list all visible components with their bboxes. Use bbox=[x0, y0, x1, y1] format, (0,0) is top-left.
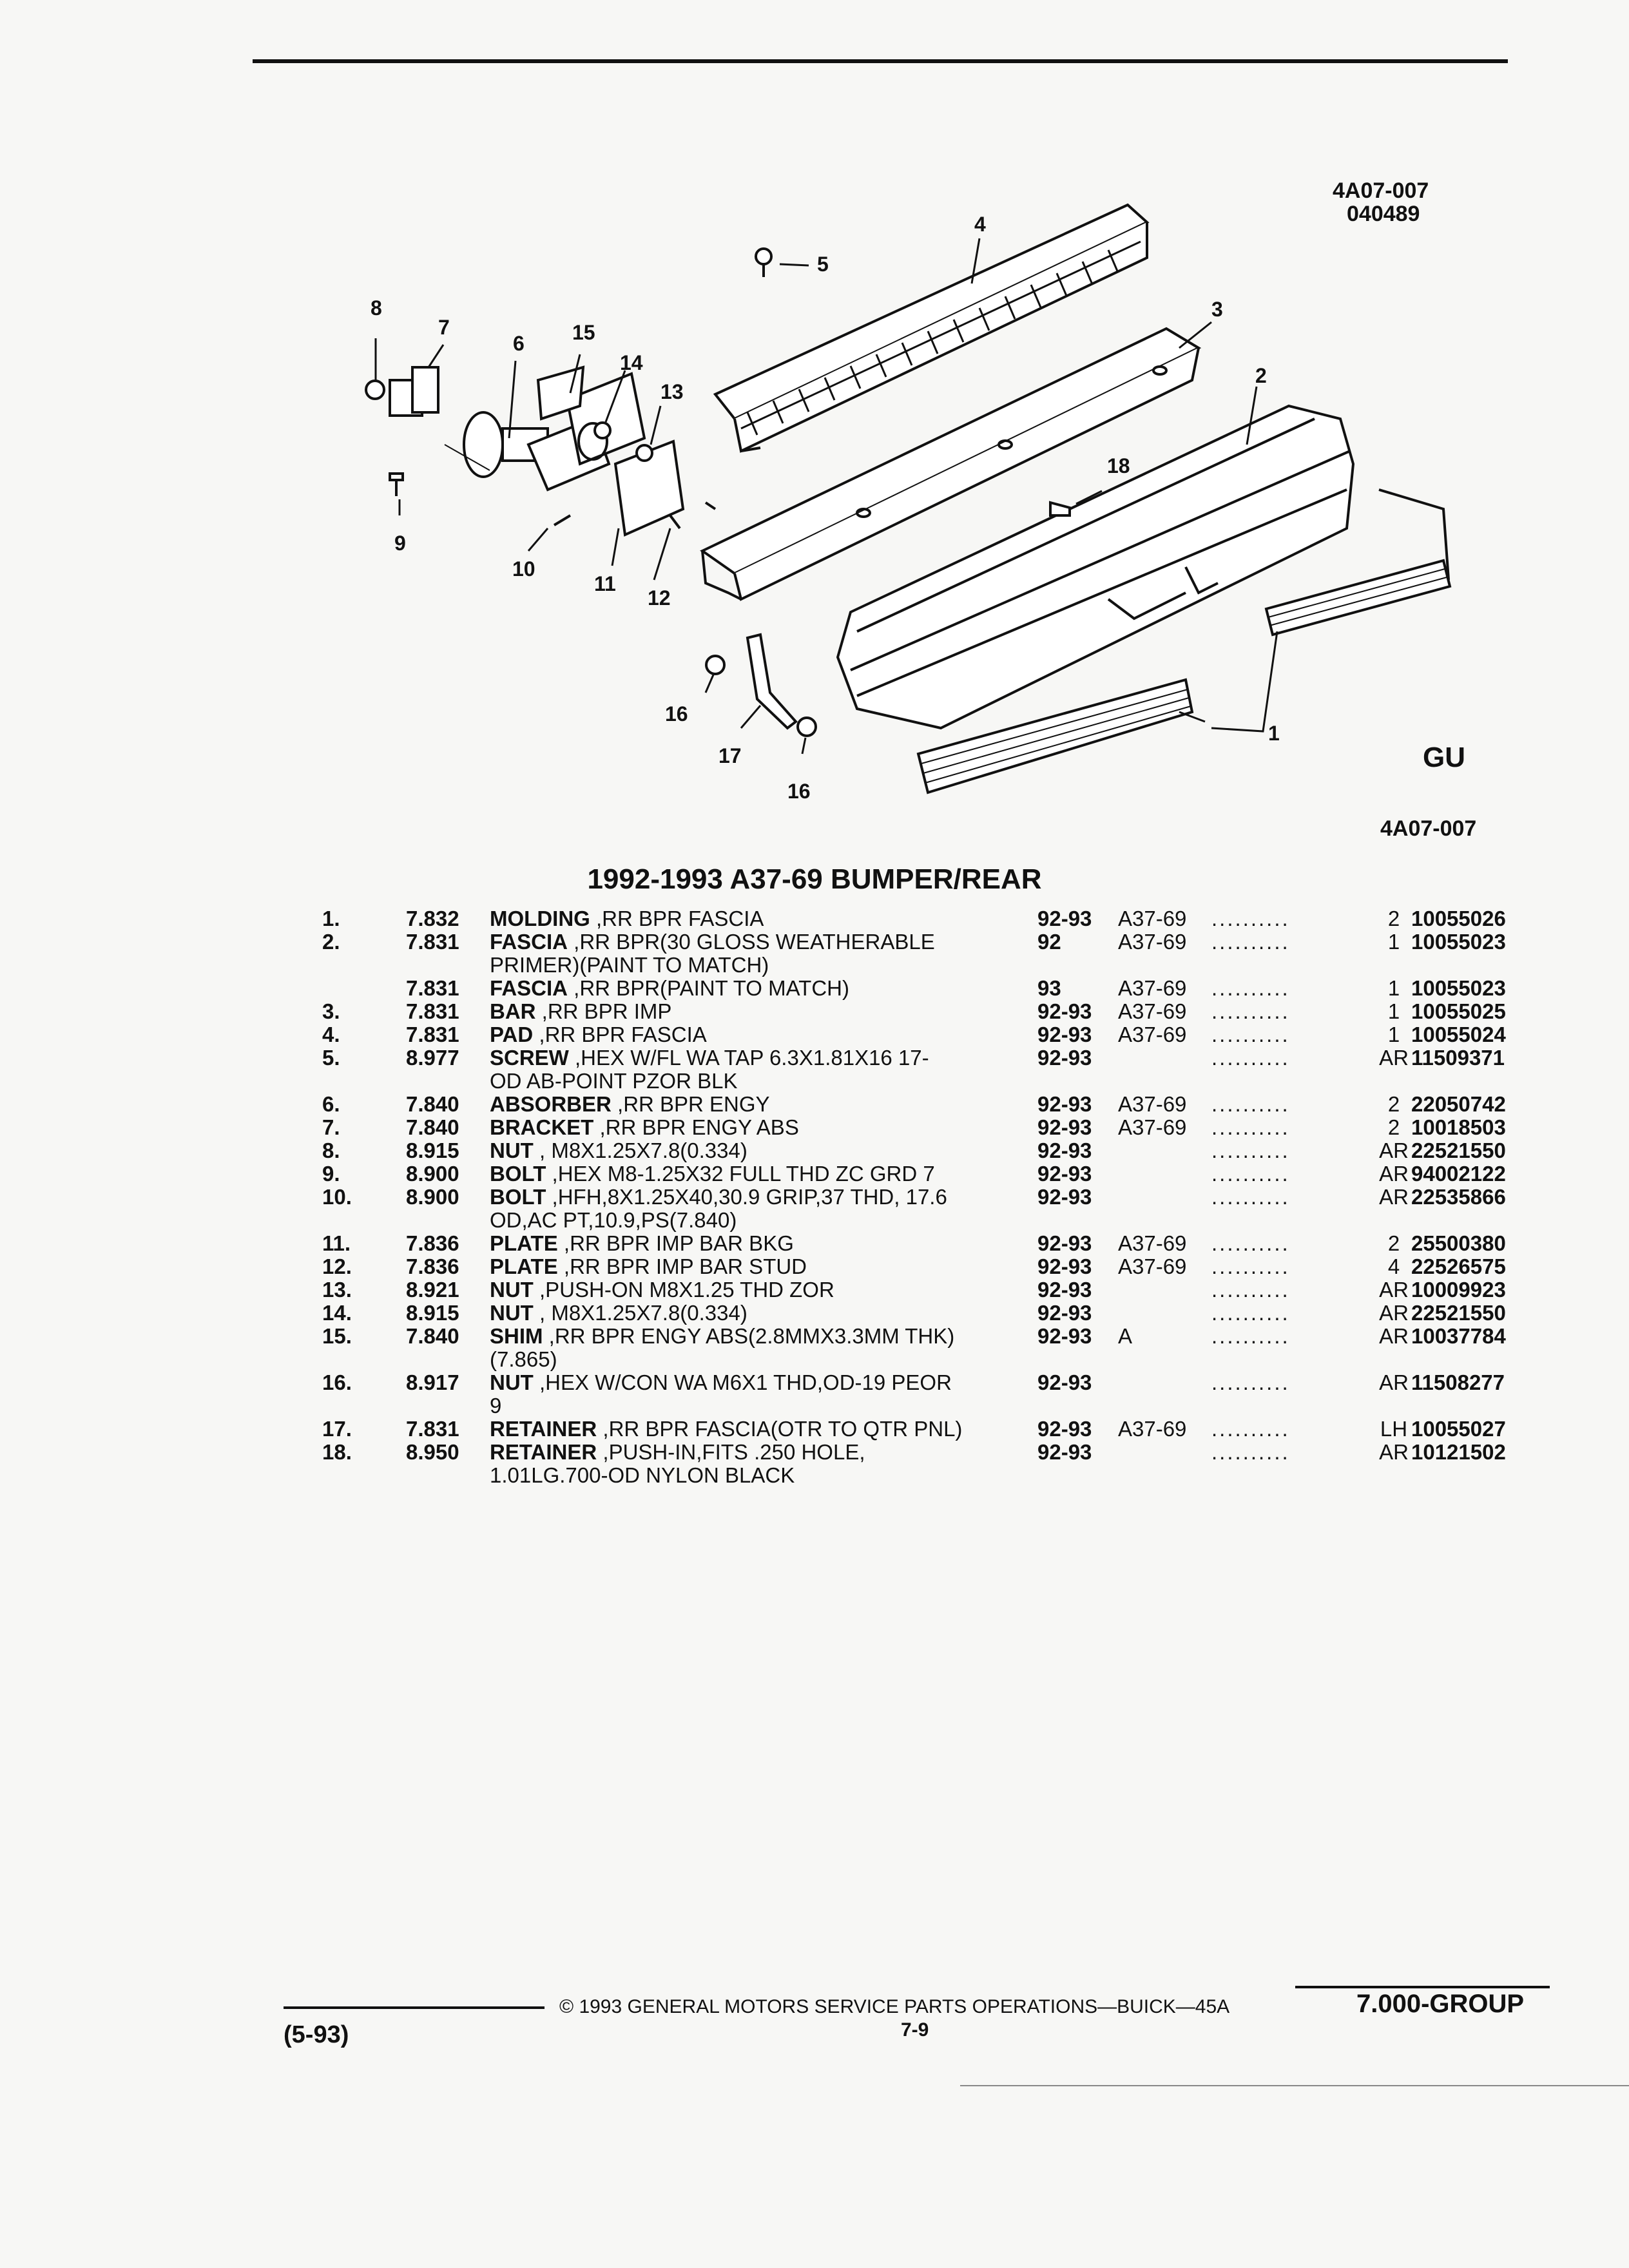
footer-rule-left bbox=[284, 2006, 545, 2009]
part-detail: ,RR BPR IMP BAR STUD bbox=[557, 1254, 807, 1278]
callout-4: 4 bbox=[974, 213, 986, 236]
group-number: 8.915 bbox=[406, 1139, 459, 1162]
part-name: BOLT bbox=[490, 1185, 546, 1209]
item-number: 7. bbox=[322, 1115, 340, 1139]
group-number: 8.950 bbox=[406, 1440, 459, 1464]
part-number: 10009923 bbox=[1411, 1278, 1506, 1302]
part-description bbox=[490, 1441, 865, 1464]
group-number: 7.832 bbox=[406, 907, 459, 930]
part-name: NUT bbox=[490, 1301, 534, 1325]
part-number: 11508277 bbox=[1411, 1370, 1505, 1394]
part-detail: (7.865) bbox=[490, 1347, 557, 1371]
parts-row bbox=[322, 1232, 1547, 1255]
part-name: BOLT bbox=[490, 1162, 546, 1186]
parts-row bbox=[322, 1325, 1547, 1348]
part-detail: 1.01LG.700-OD NYLON BLACK bbox=[490, 1463, 795, 1487]
parts-row bbox=[322, 1023, 1547, 1046]
gm-logo: GU bbox=[1423, 742, 1465, 773]
group-number: 7.840 bbox=[406, 1092, 459, 1116]
quantity: AR bbox=[1379, 1324, 1409, 1348]
leader-dots: .......... bbox=[1211, 1023, 1290, 1046]
part-detail: ,HEX W/CON WA M6X1 THD,OD-19 PEOR bbox=[533, 1370, 952, 1394]
quantity: AR bbox=[1379, 1370, 1409, 1394]
parts-row bbox=[322, 1070, 1547, 1093]
leader-dots: .......... bbox=[1211, 1139, 1290, 1162]
part-name: NUT bbox=[490, 1139, 534, 1162]
item-number: 13. bbox=[322, 1278, 352, 1302]
model-years: 92 bbox=[1037, 930, 1061, 954]
part-number: 22535866 bbox=[1411, 1185, 1506, 1209]
leader-dots: .......... bbox=[1211, 976, 1290, 1000]
callout-12: 12 bbox=[648, 586, 671, 610]
group-number: 8.921 bbox=[406, 1278, 459, 1302]
callout-10: 10 bbox=[512, 557, 535, 581]
item-number: 11. bbox=[322, 1231, 351, 1255]
parts-row bbox=[322, 930, 1547, 954]
part-detail: ,RR BPR IMP BAR BKG bbox=[557, 1231, 794, 1255]
part-description bbox=[490, 954, 769, 977]
callout-16b: 16 bbox=[787, 780, 811, 803]
body-model: A37-69 bbox=[1118, 930, 1187, 954]
part-description bbox=[490, 1116, 799, 1139]
part-detail: ,RR BPR FASCIA bbox=[533, 1023, 707, 1046]
group-number: 8.915 bbox=[406, 1301, 459, 1325]
parts-row bbox=[322, 1394, 1547, 1418]
body-model: A37-69 bbox=[1118, 1254, 1187, 1278]
callout-1: 1 bbox=[1268, 722, 1280, 745]
model-years: 92-93 bbox=[1037, 1417, 1092, 1441]
callout-7: 7 bbox=[438, 316, 450, 339]
part-detail: ,RR BPR FASCIA bbox=[590, 907, 764, 930]
group-number: 8.977 bbox=[406, 1046, 459, 1070]
group-number: 7.831 bbox=[406, 999, 459, 1023]
model-years: 92-93 bbox=[1037, 1162, 1092, 1186]
leader-dots: .......... bbox=[1211, 1231, 1290, 1255]
callout-14: 14 bbox=[620, 351, 643, 374]
part-name: FASCIA bbox=[490, 976, 568, 1000]
quantity: AR bbox=[1379, 1185, 1409, 1209]
quantity: AR bbox=[1379, 1046, 1409, 1070]
leader-dots: .......... bbox=[1211, 1417, 1290, 1441]
callout-11: 11 bbox=[594, 572, 616, 595]
model-years: 92-93 bbox=[1037, 1046, 1092, 1070]
callout-8: 8 bbox=[371, 296, 382, 320]
bumper-exploded-diagram bbox=[0, 0, 1629, 857]
illustration-date: 040489 bbox=[1347, 202, 1420, 226]
leader-dots: .......... bbox=[1211, 907, 1290, 930]
model-years: 92-93 bbox=[1037, 1231, 1092, 1255]
parts-row bbox=[322, 1093, 1547, 1116]
parts-row bbox=[322, 1348, 1547, 1371]
part-description bbox=[490, 1232, 794, 1255]
parts-row bbox=[322, 1162, 1547, 1186]
callout-16a: 16 bbox=[665, 702, 688, 726]
parts-row bbox=[322, 907, 1547, 930]
quantity: 2 bbox=[1387, 907, 1400, 930]
parts-row bbox=[322, 1464, 1547, 1487]
leader-dots: .......... bbox=[1211, 1440, 1290, 1464]
parts-row bbox=[322, 977, 1547, 1000]
item-number: 4. bbox=[322, 1023, 340, 1046]
parts-row bbox=[322, 1000, 1547, 1023]
date-code: (5-93) bbox=[284, 2021, 349, 2048]
quantity: 4 bbox=[1387, 1254, 1400, 1278]
model-years: 92-93 bbox=[1037, 1440, 1092, 1464]
model-years: 92-93 bbox=[1037, 1139, 1092, 1162]
parts-list bbox=[322, 907, 1547, 1487]
part-description bbox=[490, 1278, 834, 1302]
item-number: 9. bbox=[322, 1162, 340, 1186]
part-number: 94002122 bbox=[1411, 1162, 1506, 1186]
part-name: RETAINER bbox=[490, 1440, 597, 1464]
parts-row bbox=[322, 1418, 1547, 1441]
model-years: 92-93 bbox=[1037, 1115, 1092, 1139]
body-model: A37-69 bbox=[1118, 1115, 1187, 1139]
parts-row bbox=[322, 1116, 1547, 1139]
model-years: 92-93 bbox=[1037, 907, 1092, 930]
part-detail: OD AB-POINT PZOR BLK bbox=[490, 1069, 738, 1093]
section-title: 1992-1993 A37-69 BUMPER/REAR bbox=[587, 863, 1042, 895]
item-number: 3. bbox=[322, 999, 340, 1023]
part-description bbox=[490, 1186, 947, 1209]
group-number: 7.831 bbox=[406, 1417, 459, 1441]
item-number: 12. bbox=[322, 1254, 352, 1278]
model-years: 92-93 bbox=[1037, 1370, 1092, 1394]
part-description bbox=[490, 1162, 935, 1186]
part-number: 10037784 bbox=[1411, 1324, 1506, 1348]
part-detail: ,RR BPR FASCIA(OTR TO QTR PNL) bbox=[597, 1417, 963, 1441]
part-detail: ,RR BPR(PAINT TO MATCH) bbox=[568, 976, 849, 1000]
part-detail: , M8X1.25X7.8(0.334) bbox=[533, 1301, 747, 1325]
item-number: 5. bbox=[322, 1046, 340, 1070]
quantity: 2 bbox=[1387, 1115, 1400, 1139]
part-number: 22526575 bbox=[1411, 1254, 1506, 1278]
quantity: 2 bbox=[1387, 1231, 1400, 1255]
part-description bbox=[490, 930, 935, 954]
parts-row bbox=[322, 1255, 1547, 1278]
part-description bbox=[490, 977, 849, 1000]
leader-dots: .......... bbox=[1211, 1162, 1290, 1186]
quantity: LH bbox=[1380, 1417, 1408, 1441]
group-number: 7.831 bbox=[406, 1023, 459, 1046]
part-name: NUT bbox=[490, 1370, 534, 1394]
part-number: 25500380 bbox=[1411, 1231, 1506, 1255]
leader-dots: .......... bbox=[1211, 1046, 1290, 1070]
illustration-code-bottom: 4A07-007 bbox=[1380, 816, 1477, 841]
part-detail: ,RR BPR ENGY ABS(2.8MMX3.3MM THK) bbox=[543, 1324, 955, 1348]
model-years: 92-93 bbox=[1037, 999, 1092, 1023]
group-number: 7.831 bbox=[406, 930, 459, 954]
part-name: RETAINER bbox=[490, 1417, 597, 1441]
part-detail: ,HFH,8X1.25X40,30.9 GRIP,37 THD, 17.6 bbox=[546, 1185, 947, 1209]
group-number: 7.840 bbox=[406, 1115, 459, 1139]
part-description bbox=[490, 1255, 807, 1278]
callout-17: 17 bbox=[718, 744, 742, 767]
part-detail: ,HEX W/FL WA TAP 6.3X1.81X16 17- bbox=[568, 1046, 929, 1070]
part-name: MOLDING bbox=[490, 907, 590, 930]
model-years: 92-93 bbox=[1037, 1185, 1092, 1209]
body-model: A37-69 bbox=[1118, 1231, 1187, 1255]
part-name: NUT bbox=[490, 1278, 534, 1302]
illustration-code: 4A07-007 bbox=[1333, 178, 1429, 203]
callout-5: 5 bbox=[817, 253, 829, 276]
leader-dots: .......... bbox=[1211, 1324, 1290, 1348]
page-number: 7-9 bbox=[901, 2019, 929, 2041]
part-number: 22521550 bbox=[1411, 1139, 1506, 1162]
model-years: 92-93 bbox=[1037, 1023, 1092, 1046]
item-number: 14. bbox=[322, 1301, 352, 1325]
part-description bbox=[490, 1093, 770, 1116]
part-detail: ,PUSH-IN,FITS .250 HOLE, bbox=[597, 1440, 865, 1464]
part-description bbox=[490, 1070, 737, 1093]
part-name: ABSORBER bbox=[490, 1092, 612, 1116]
footer-rule-bottom bbox=[960, 2085, 1629, 2086]
leader-dots: .......... bbox=[1211, 930, 1290, 954]
part-description bbox=[490, 1418, 962, 1441]
part-detail: , M8X1.25X7.8(0.334) bbox=[533, 1139, 747, 1162]
part-detail: ,RR BPR ENGY ABS bbox=[593, 1115, 799, 1139]
body-model: A37-69 bbox=[1118, 1417, 1187, 1441]
parts-row bbox=[322, 1371, 1547, 1394]
part-number: 10055023 bbox=[1411, 976, 1506, 1000]
part-description bbox=[490, 1023, 707, 1046]
part-detail: OD,AC PT,10.9,PS(7.840) bbox=[490, 1208, 737, 1232]
quantity: 1 bbox=[1387, 976, 1400, 1000]
leader-dots: .......... bbox=[1211, 1092, 1290, 1116]
part-description bbox=[490, 1302, 747, 1325]
model-years: 92-93 bbox=[1037, 1301, 1092, 1325]
group-number: 7.836 bbox=[406, 1254, 459, 1278]
item-number: 16. bbox=[322, 1370, 352, 1394]
body-model: A37-69 bbox=[1118, 976, 1187, 1000]
part-number: 10055025 bbox=[1411, 999, 1506, 1023]
item-number: 8. bbox=[322, 1139, 340, 1162]
part-name: BAR bbox=[490, 999, 536, 1023]
part-detail: 9 bbox=[490, 1394, 502, 1418]
group-number: 7.831 bbox=[406, 976, 459, 1000]
quantity: AR bbox=[1379, 1139, 1409, 1162]
part-number: 22521550 bbox=[1411, 1301, 1506, 1325]
group-number: 8.900 bbox=[406, 1162, 459, 1186]
body-model: A37-69 bbox=[1118, 999, 1187, 1023]
quantity: AR bbox=[1379, 1162, 1409, 1186]
model-years: 92-93 bbox=[1037, 1278, 1092, 1302]
parts-row bbox=[322, 954, 1547, 977]
part-number: 10018503 bbox=[1411, 1115, 1506, 1139]
part-number: 10055023 bbox=[1411, 930, 1506, 954]
model-years: 92-93 bbox=[1037, 1092, 1092, 1116]
group-number: 8.900 bbox=[406, 1185, 459, 1209]
part-description bbox=[490, 1348, 557, 1371]
callout-15: 15 bbox=[572, 321, 595, 344]
group-number: 7.836 bbox=[406, 1231, 459, 1255]
part-description bbox=[490, 1139, 747, 1162]
part-description bbox=[490, 1209, 737, 1232]
body-model: A bbox=[1118, 1324, 1133, 1348]
part-name: PLATE bbox=[490, 1231, 558, 1255]
quantity: AR bbox=[1379, 1278, 1409, 1302]
part-name: PLATE bbox=[490, 1254, 558, 1278]
parts-row bbox=[322, 1278, 1547, 1302]
part-detail: ,RR BPR ENGY bbox=[611, 1092, 770, 1116]
part-description bbox=[490, 907, 764, 930]
quantity: 2 bbox=[1387, 1092, 1400, 1116]
group-number: 8.917 bbox=[406, 1370, 459, 1394]
retainer-group-illustration bbox=[706, 635, 816, 736]
part-description bbox=[490, 1464, 795, 1487]
part-number: 10055024 bbox=[1411, 1023, 1506, 1046]
part-name: PAD bbox=[490, 1023, 534, 1046]
item-number: 15. bbox=[322, 1324, 352, 1348]
leader-dots: .......... bbox=[1211, 1185, 1290, 1209]
model-years: 92-93 bbox=[1037, 1254, 1092, 1278]
callout-3: 3 bbox=[1211, 298, 1223, 321]
callout-9: 9 bbox=[394, 532, 406, 555]
part-detail: ,RR BPR IMP bbox=[535, 999, 672, 1023]
footer-rule-right bbox=[1295, 1986, 1550, 1988]
parts-row bbox=[322, 1139, 1547, 1162]
part-detail: PRIMER)(PAINT TO MATCH) bbox=[490, 953, 769, 977]
parts-row bbox=[322, 1209, 1547, 1232]
body-model: A37-69 bbox=[1118, 1092, 1187, 1116]
quantity: 1 bbox=[1387, 1023, 1400, 1046]
copyright-text: © 1993 GENERAL MOTORS SERVICE PARTS OPERATIONS—BUICK—45A bbox=[559, 1996, 1230, 2017]
item-number: 17. bbox=[322, 1417, 352, 1441]
part-name: FASCIA bbox=[490, 930, 568, 954]
leader-dots: .......... bbox=[1211, 1278, 1290, 1302]
body-model: A37-69 bbox=[1118, 907, 1187, 930]
parts-row bbox=[322, 1046, 1547, 1070]
part-description bbox=[490, 1394, 501, 1418]
callout-18: 18 bbox=[1107, 454, 1130, 477]
part-detail: ,PUSH-ON M8X1.25 THD ZOR bbox=[533, 1278, 834, 1302]
model-years: 92-93 bbox=[1037, 1324, 1092, 1348]
part-name: SCREW bbox=[490, 1046, 569, 1070]
group-label: 7.000-GROUP bbox=[1356, 1990, 1525, 2018]
part-number: 11509371 bbox=[1411, 1046, 1505, 1070]
quantity: AR bbox=[1379, 1301, 1409, 1325]
leader-dots: .......... bbox=[1211, 1254, 1290, 1278]
part-number: 10121502 bbox=[1411, 1440, 1506, 1464]
item-number: 10. bbox=[322, 1185, 352, 1209]
part-description bbox=[490, 1325, 954, 1348]
part-number: 10055026 bbox=[1411, 907, 1506, 930]
part-detail: ,RR BPR(30 GLOSS WEATHERABLE bbox=[568, 930, 935, 954]
group-number: 7.840 bbox=[406, 1324, 459, 1348]
part-description bbox=[490, 1046, 929, 1070]
quantity: 1 bbox=[1387, 930, 1400, 954]
item-number: 6. bbox=[322, 1092, 340, 1116]
quantity: 1 bbox=[1387, 999, 1400, 1023]
item-number: 2. bbox=[322, 930, 340, 954]
part-name: BRACKET bbox=[490, 1115, 594, 1139]
parts-row bbox=[322, 1441, 1547, 1464]
leader-dots: .......... bbox=[1211, 1115, 1290, 1139]
model-years: 93 bbox=[1037, 976, 1061, 1000]
parts-row bbox=[322, 1186, 1547, 1209]
part-number: 22050742 bbox=[1411, 1092, 1506, 1116]
part-number: 10055027 bbox=[1411, 1417, 1506, 1441]
parts-row bbox=[322, 1302, 1547, 1325]
part-detail: ,HEX M8-1.25X32 FULL THD ZC GRD 7 bbox=[546, 1162, 935, 1186]
leader-dots: .......... bbox=[1211, 1301, 1290, 1325]
callout-2: 2 bbox=[1255, 364, 1267, 387]
part-name: SHIM bbox=[490, 1324, 543, 1348]
part-description bbox=[490, 1000, 671, 1023]
quantity: AR bbox=[1379, 1440, 1409, 1464]
item-number: 18. bbox=[322, 1440, 352, 1464]
body-model: A37-69 bbox=[1118, 1023, 1187, 1046]
callout-13: 13 bbox=[660, 380, 684, 403]
leader-dots: .......... bbox=[1211, 1370, 1290, 1394]
part-description bbox=[490, 1371, 952, 1394]
callout-6: 6 bbox=[513, 332, 525, 355]
item-number: 1. bbox=[322, 907, 340, 930]
leader-dots: .......... bbox=[1211, 999, 1290, 1023]
